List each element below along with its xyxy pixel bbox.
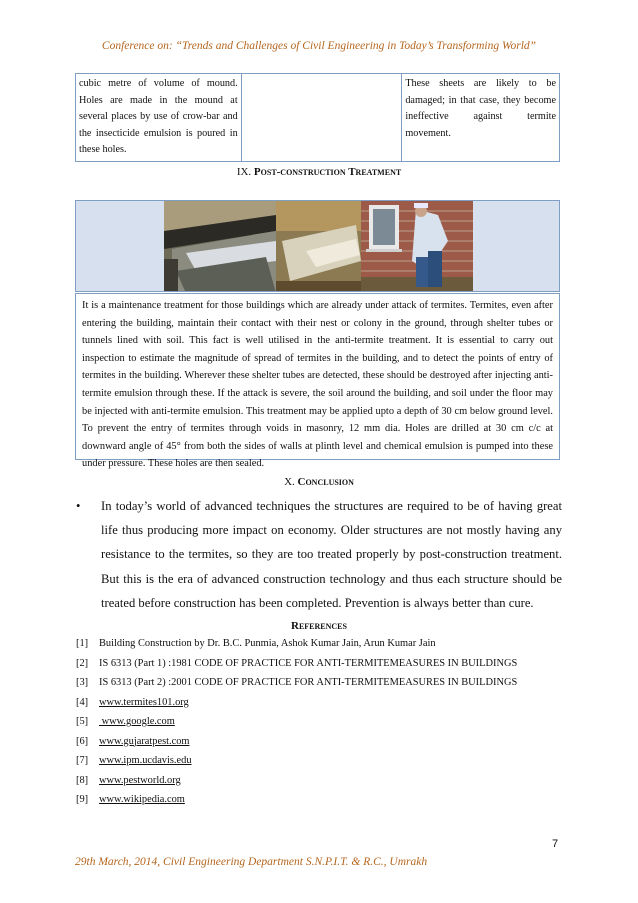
reference-link-gujaratpest[interactable]: www.gujaratpest.com: [99, 735, 190, 747]
top-table-cell-3: These sheets are likely to be damaged; in that case, they become ineffective against termite movement.: [402, 74, 560, 162]
section-10-number: X.: [284, 476, 295, 488]
reference-link-google[interactable]: www.google.com: [99, 716, 175, 727]
conclusion-text: In today’s world of advanced techniques the structures are required to be of having great life thus producing more impact on economy. Older structures are not mostly having any resistance to the termites, so they are too treated properly by post-construction treatment. But this is the era of advanced construction technology and thus each structure should be treated before construction has been completed. Prevention is always better than cure.: [101, 499, 562, 610]
references-title: References: [291, 620, 347, 632]
bullet-icon: •: [76, 499, 81, 513]
reference-link-pestworld[interactable]: www.pestworld.org: [99, 774, 181, 786]
top-table-cell-2: [241, 74, 402, 162]
reference-link-termites101[interactable]: www.termites101.org: [99, 696, 189, 708]
section-9-title: Post-construction Treatment: [253, 166, 402, 178]
page-number: 7: [552, 838, 559, 850]
section-9-number: IX.: [236, 166, 252, 178]
section-10-heading: [0, 476, 638, 488]
reference-link-wikipedia[interactable]: www.wikipedia.com: [99, 794, 185, 805]
photo-left: [164, 201, 276, 292]
top-table-cell-1: cubic metre of volume of mound. Holes are made in the mound at several places by use of crow-bar and the insecticide emulsion is poured in these holes.: [76, 74, 242, 162]
treatment-photos: [75, 200, 560, 292]
photo-right: [361, 201, 473, 292]
conclusion-bullet: [76, 494, 562, 615]
photo-middle: [276, 201, 361, 292]
section-9-heading: [0, 166, 638, 178]
running-footer: 29th March, 2014, Civil Engineering Department S.N.P.I.T. & R.C., Umrakh: [75, 856, 428, 868]
reference-link-ipm-ucdavis[interactable]: www.ipm.ucdavis.edu: [99, 755, 192, 766]
section-9-text: It is a maintenance treatment for those buildings which are already under attack of termites. Termites, even after entering the building, maintain their contact with their nest or colony in the ground, through shelter tubes or tunnels lined with soil. This fact is well utilised in the anti-termite treatment. It is essential to carry out inspection to estimate the magnitude of spread of termites in the building, and to detect the points of entry of termites in the building. Wherever these shelter tubes are detected, these should be destroyed after injecting anti-termite emulsion through these. If the attack is severe, the soil around the building, and soil under the floor may be injected with anti-termite emulsion. This treatment may be applied upto a depth of 30 cm below ground level. To prevent the entry of termites through voids in masonry, 12 mm dia. Holes are drilled at 30 cm c/c at downward angle of 45° from both the sides of walls at plinth level and chemical emulsion is pumped into these under pressure. These holes are then sealed.: [75, 293, 560, 460]
top-table: [75, 73, 560, 162]
running-header: Conference on: “Trends and Challenges of Civil Engineering in Today’s Transforming World”: [101, 40, 537, 52]
section-10-title: Conclusion: [297, 476, 354, 488]
